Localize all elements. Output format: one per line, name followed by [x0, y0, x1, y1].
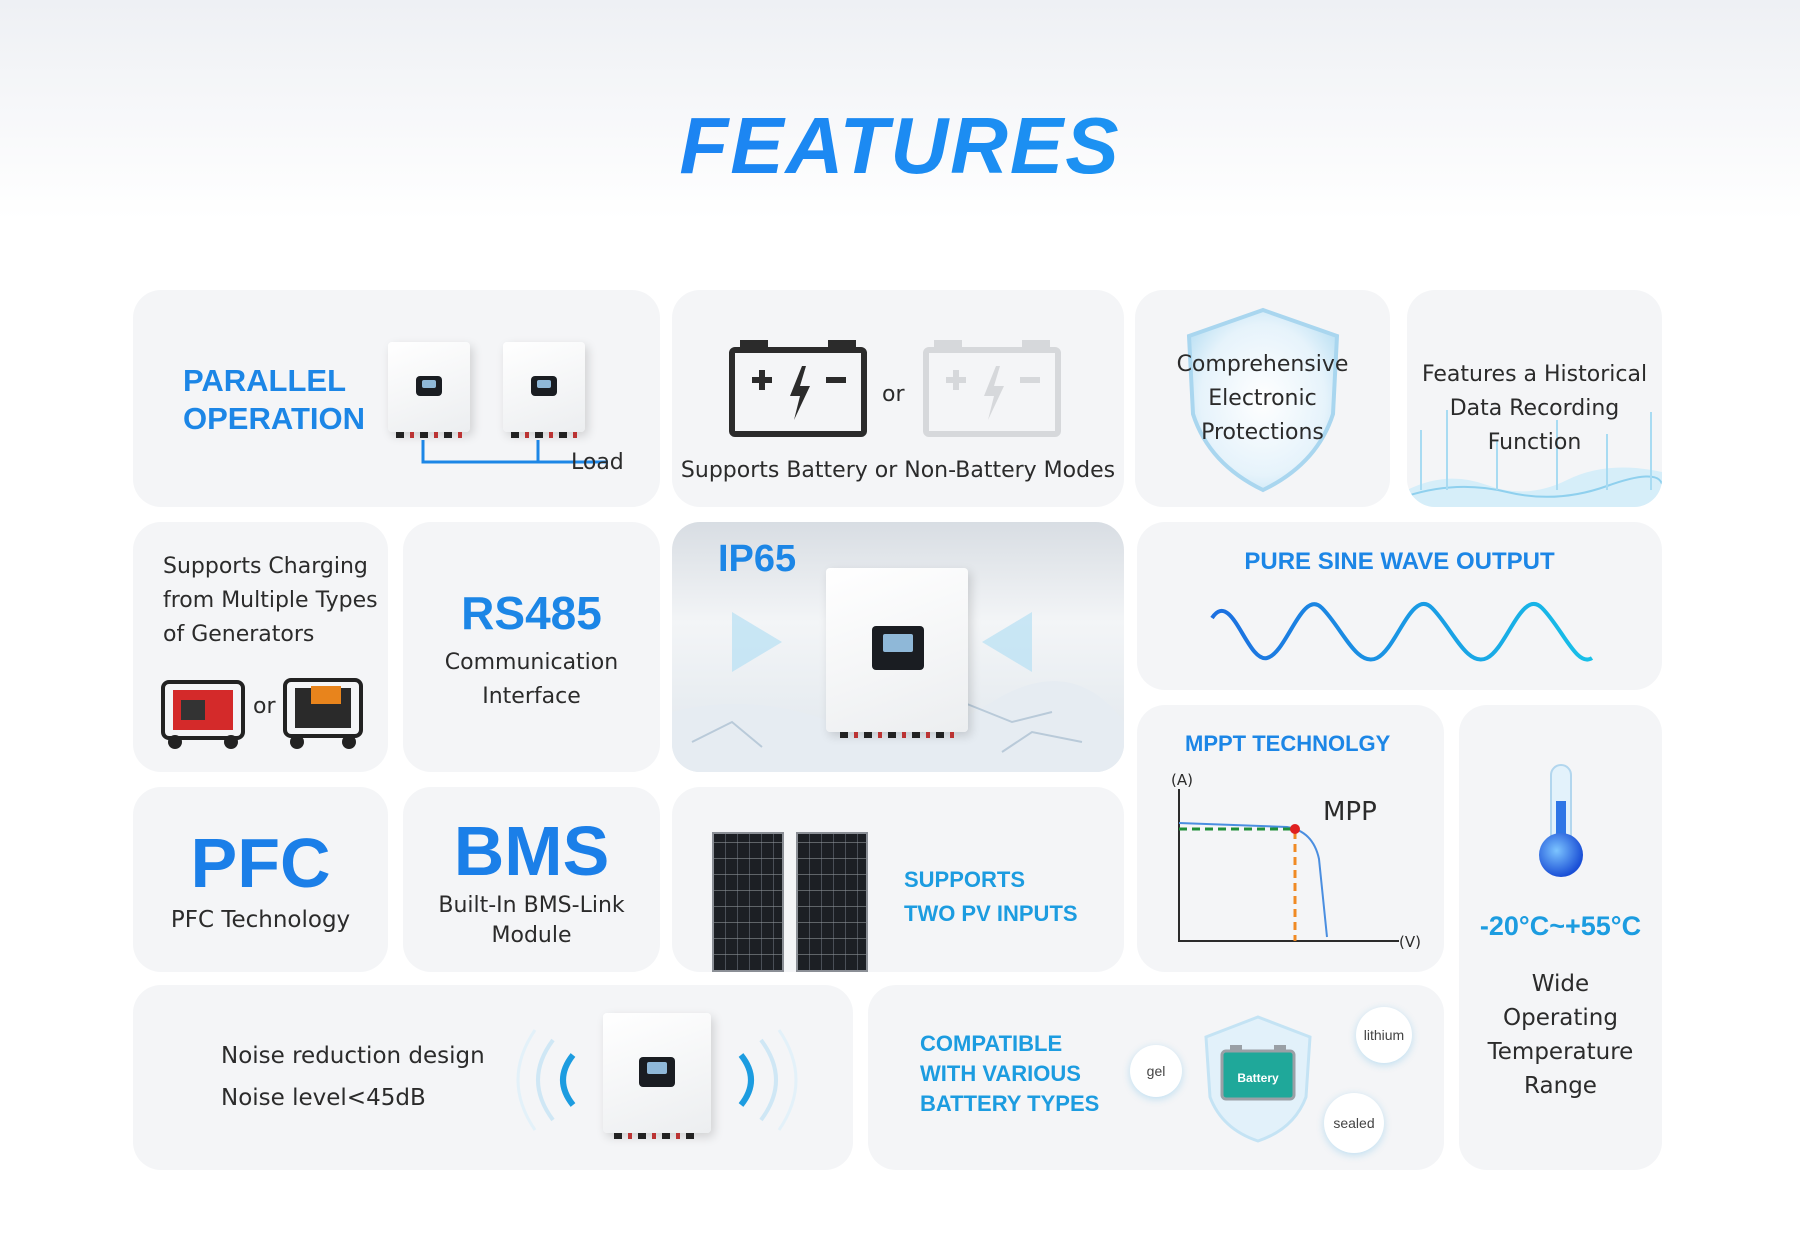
parallel-line2: OPERATION [183, 401, 365, 436]
pfc-caption: PFC Technology [170, 907, 351, 933]
battery-types-card [868, 985, 1444, 1170]
generators-line1: Supports Charging [163, 554, 368, 579]
temperature-line2: Operating [1503, 1005, 1618, 1031]
battery-types-line3: BATTERY TYPES [920, 1091, 1100, 1116]
water-splash-right-icon [972, 602, 1032, 682]
historical-line3: Function [1487, 430, 1582, 455]
mppt-x-unit: (V) [1399, 933, 1421, 951]
mppt-card [1137, 705, 1444, 972]
page-title: FEATURES [0, 100, 1800, 192]
pv-inputs-text [904, 863, 1078, 931]
lithium-bubble: lithium [1356, 1007, 1412, 1063]
battery-types-text [920, 1029, 1099, 1119]
pfc-card [133, 787, 388, 972]
ip65-title: IP65 [718, 538, 797, 580]
mppt-y-unit: (A) [1171, 771, 1193, 789]
parallel-operation-title [183, 362, 365, 438]
sine-wave-title: PURE SINE WAVE OUTPUT [1244, 548, 1555, 575]
inverter-ip65-image [826, 568, 968, 732]
historical-text [1407, 358, 1662, 460]
gel-bubble: gel [1130, 1045, 1182, 1097]
inverter-noise-image [603, 1013, 711, 1133]
mpp-label: MPP [1323, 797, 1377, 827]
bms-text [403, 891, 660, 951]
iv-curve-chart [1177, 789, 1401, 949]
sound-waves-right-icon [721, 1025, 801, 1135]
bms-card [403, 787, 660, 972]
temperature-line4: Range [1524, 1073, 1597, 1099]
temperature-range: -20°C~+55°C [1479, 911, 1642, 941]
bms-line1: Built-In BMS-Link [438, 893, 625, 918]
ip65-card [672, 522, 1124, 772]
pfc-title: PFC [190, 824, 331, 902]
rs485-line2: Interface [482, 684, 581, 709]
historical-line1: Features a Historical [1421, 362, 1648, 387]
temperature-text [1459, 967, 1662, 1103]
pv-inputs-card [672, 787, 1124, 972]
sound-waves-left-icon [513, 1025, 593, 1135]
temperature-line1: Wide [1531, 971, 1590, 997]
thermometer-icon [1529, 761, 1593, 881]
protections-line1: Comprehensive [1176, 352, 1349, 377]
battery-mode-card [672, 290, 1124, 507]
inverter-1-image [388, 342, 470, 432]
generators-card [133, 522, 388, 772]
noise-reduction-card [133, 985, 853, 1170]
sealed-bubble: sealed [1324, 1093, 1384, 1153]
generators-or-label: or [253, 694, 276, 719]
protections-card [1135, 290, 1390, 507]
battery-caption: Supports Battery or Non-Battery Modes [680, 458, 1116, 483]
generators-text [163, 550, 378, 652]
temperature-card [1459, 705, 1662, 1170]
orange-generator-image [281, 672, 365, 752]
protections-line2: Electronic [1208, 386, 1317, 411]
sine-wave-icon [1207, 598, 1597, 668]
historical-line2: Data Recording [1449, 396, 1620, 421]
battery-types-line2: WITH VARIOUS [920, 1061, 1081, 1086]
temperature-line3: Temperature [1487, 1039, 1634, 1065]
pv-line2: TWO PV INPUTS [904, 901, 1078, 926]
rs485-line1: Communication [444, 650, 619, 675]
load-label: Load [571, 450, 624, 475]
bms-title: BMS [453, 812, 610, 890]
water-splash-left-icon [732, 602, 792, 682]
historical-data-card [1407, 290, 1662, 507]
battery-label: Battery [1237, 1071, 1279, 1085]
generators-line2: from Multiple Types [163, 588, 378, 613]
protections-text [1135, 348, 1390, 450]
battery-or-label: or [882, 382, 905, 407]
noise-line1: Noise reduction design [221, 1043, 485, 1069]
noise-text [221, 1035, 485, 1119]
rs485-title: RS485 [461, 587, 602, 639]
sine-wave-card [1137, 522, 1662, 690]
noise-line2: Noise level<45dB [221, 1085, 426, 1111]
protections-line3: Protections [1201, 420, 1324, 445]
rs485-card [403, 522, 660, 772]
mpp-point [1290, 824, 1300, 834]
battery-types-line1: COMPATIBLE [920, 1031, 1063, 1056]
parallel-line1: PARALLEL [183, 363, 347, 398]
solar-panel-1-image [712, 832, 784, 972]
battery-icon [728, 336, 868, 438]
battery-icon-faded [922, 336, 1062, 438]
generators-line3: of Generators [163, 622, 315, 647]
red-generator-image [159, 674, 247, 750]
rs485-text [403, 646, 660, 714]
solar-panel-2-image [796, 832, 868, 972]
bms-line2: Module [491, 923, 572, 948]
inverter-2-image [503, 342, 585, 432]
mppt-title: MPPT TECHNOLGY [1185, 731, 1391, 756]
parallel-operation-card [133, 290, 660, 507]
pv-line1: SUPPORTS [904, 867, 1026, 892]
